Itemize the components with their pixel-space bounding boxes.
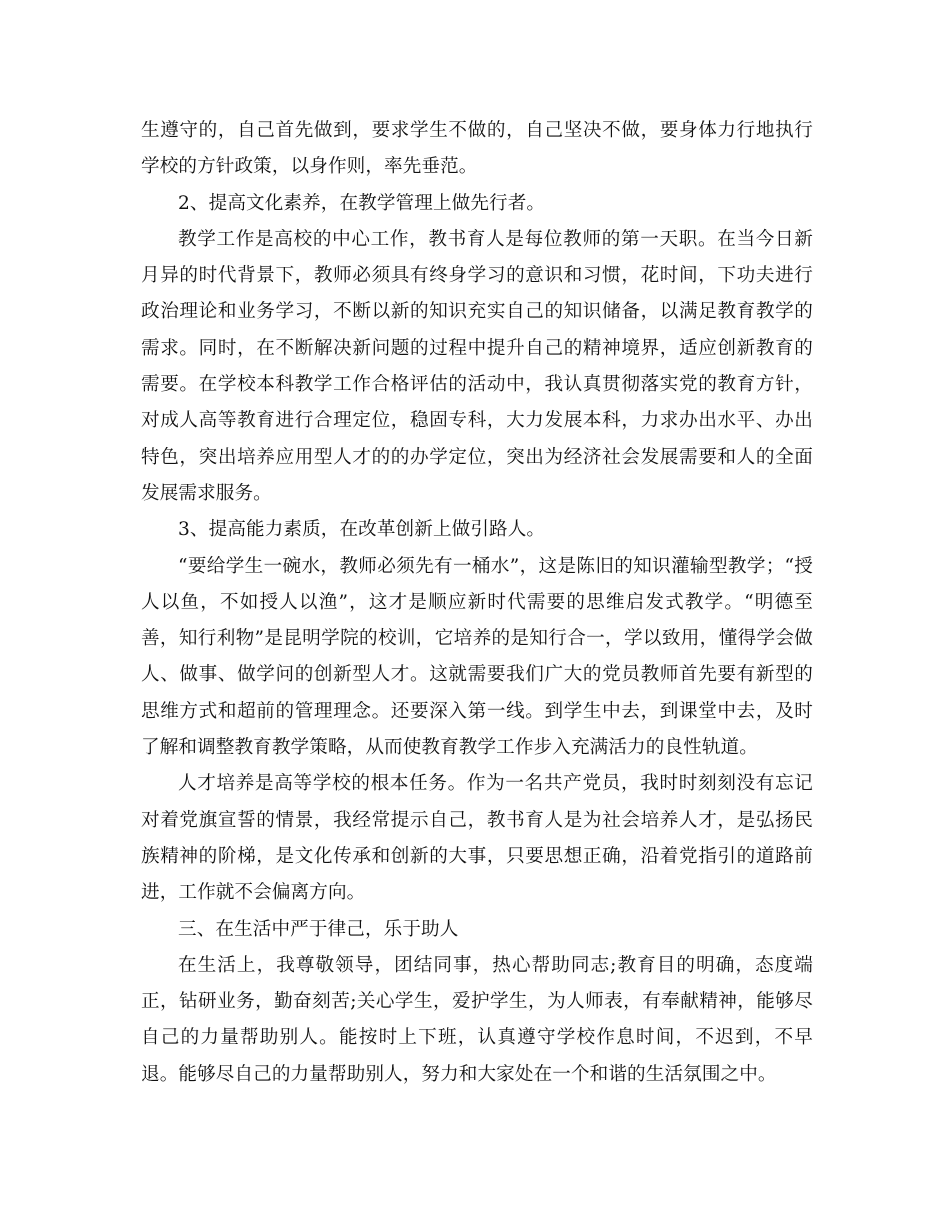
paragraph-talent-cultivation: 人才培养是高等学校的根本任务。作为一名共产党员，我时时刻刻没有忘记对着党旗宣誓的情景，我经常提示自己，教书育人是为社会培养人才，是弘扬民族精神的阶梯，是文化传承和创新的大事，只要思想正确，沿着党指引的道路前进，工作就不会偏离方向。: [141, 773, 813, 904]
heading-section-2: 2、提高文化素养，在教学管理上做先行者。: [178, 192, 546, 214]
paragraph-teaching-work: 教学工作是高校的中心工作，教书育人是每位教师的第一天职。在当今日新月异的时代背景下，教师必须具有终身学习的意识和习惯，花时间，下功夫进行政治理论和业务学习，不断以新的知识充实自己的知识储备，以满足教育教学的需求。同时，在不断解决新问题的过程中提升自己的精神境界，适应创新教育的需要。在学校本科教学工作合格评估的活动中，我认真贯彻落实党的教育方针，对成人高等教育进行合理定位，稳固专科，大力发展本科，力求办出水平、办出特色，突出培养应用型人才的的办学定位，突出为经济社会发展需要和人的全面发展需求服务。: [141, 228, 813, 504]
heading-part-three: 三、在生活中严于律己，乐于助人: [178, 918, 459, 940]
paragraph-continuation: 生遵守的，自己首先做到，要求学生不做的，自己坚决不做，要身体力行地执行学校的方针政策，以身作则，率先垂范。: [141, 120, 813, 178]
heading-section-3: 3、提高能力素质，在改革创新上做引路人。: [178, 519, 546, 541]
document-body: [141, 113, 813, 1093]
paragraph-life-conduct: 在生活上，我尊敬领导，团结同事，热心帮助同志;教育目的明确，态度端正，钻研业务，勤奋刻苦;关心学生，爱护学生，为人师表，有奉献精神，能够尽自己的力量帮助别人。能按时上下班，认真遵守学校作息时间，不迟到，不早退。能够尽自己的力量帮助别人，努力和大家处在一个和谐的生活氛围之中。: [141, 954, 813, 1085]
paragraph-teaching-method: “要给学生一碗水，教师必须先有一桶水”，这是陈旧的知识灌输型教学；“授人以鱼，不如授人以渔”，这才是顺应新时代需要的思维启发式教学。“明德至善，知行利物”是昆明学院的校训，它培养的是知行合一，学以致用，懂得学会做人、做事、做学问的创新型人才。这就需要我们广大的党员教师首先要有新型的思维方式和超前的管理理念。还要深入第一线。到学生中去，到课堂中去，及时了解和调整教育教学策略，从而使教育教学工作步入充满活力的良性轨道。: [141, 555, 813, 759]
